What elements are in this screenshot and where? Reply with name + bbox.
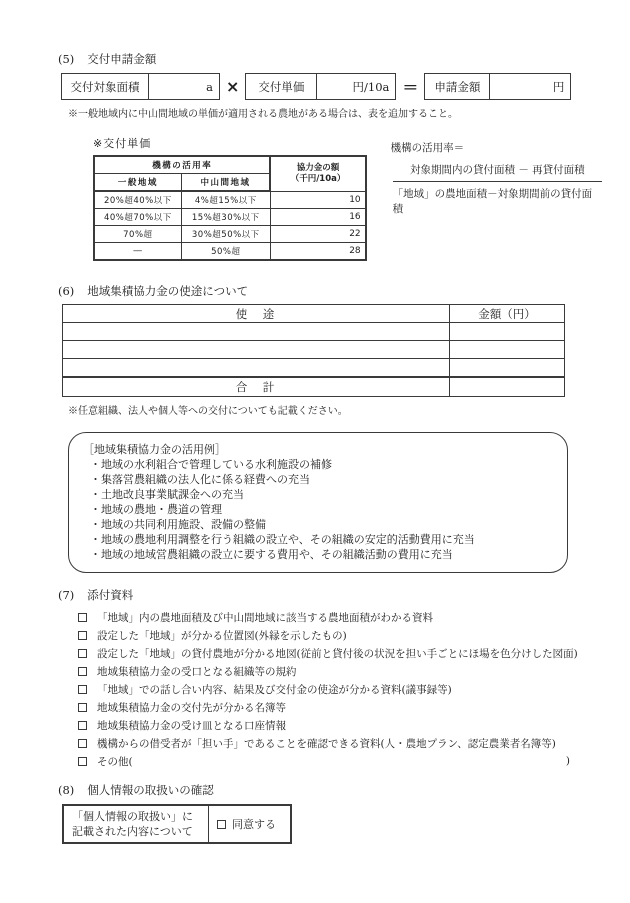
attachment-item-other [78, 752, 570, 770]
section6-title: 地域集積協力金の使途について [87, 284, 249, 298]
target-area-input-cell[interactable] [149, 74, 219, 99]
amount-input-cell[interactable] [450, 323, 565, 341]
section5-number: (5) [58, 52, 75, 66]
usage-total-row [63, 377, 565, 397]
section7-title: 添付資料 [87, 588, 134, 602]
example-item: ・ 集落営農組織の法人化に係る経費への充当 [90, 473, 310, 486]
section5-note: ※一般地域内に中山間地域の単価が適用される農地がある場合は、表を追加すること。 [68, 109, 458, 120]
unit-price-unit: 円/10a [352, 79, 390, 94]
attachment-item: 設定した「地域」が分かる位置図(外縁を示したもの) [78, 626, 602, 644]
attachment-checkbox[interactable] [78, 613, 87, 622]
section6-heading [58, 284, 602, 299]
attachment-item: 「地域」での話し合い内容、結果及び交付金の使途が分かる資料(議事録等) [78, 680, 602, 698]
total-label: 合 計 [63, 377, 450, 397]
agree-checkbox[interactable] [217, 820, 226, 829]
application-amount-input-cell[interactable] [490, 74, 570, 99]
unit-price-table [93, 155, 367, 261]
example-item: ・ 地域の共同利用施設、設備の整備 [90, 518, 266, 531]
unit-price-row: 40%超70%以下 15%超30%以下 16 [94, 209, 366, 226]
attachment-item: 地域集積協力金の受け皿となる口座情報 [78, 716, 602, 734]
attachment-checkbox[interactable] [78, 667, 87, 676]
privacy-statement-cell: 「個人情報の取扱い」に 記載された内容について [64, 806, 209, 842]
target-area-label: 交付対象面積 [62, 74, 149, 99]
multiply-operator: × [226, 77, 240, 96]
attachment-checkbox[interactable] [78, 757, 87, 766]
header-general-area: 一般地域 [94, 174, 181, 192]
other-label: その他( [97, 755, 133, 768]
usage-table [62, 304, 565, 397]
header-cooperation-amount: 協力金の額 （千円/10a） [270, 156, 365, 191]
header-utilization-rate: 機構の活用率 [94, 156, 270, 174]
unit-price-block [93, 135, 602, 261]
usage-header-row [63, 305, 565, 323]
section5-heading [58, 52, 602, 67]
attachment-checkbox[interactable] [78, 649, 87, 658]
section-privacy [58, 783, 602, 844]
equals-operator: ＝ [402, 78, 419, 97]
usage-col-header: 使 途 [63, 305, 450, 323]
section-grant-amount [58, 52, 602, 261]
formula-numerator: 対象期間内の貸付面積 － 再貸付面積 [409, 164, 585, 176]
example-item: ・ 地域の水利組合で管理している水利施設の補修 [90, 458, 332, 471]
attachment-checkbox[interactable] [78, 703, 87, 712]
usage-empty-row [63, 359, 565, 378]
grant-formula-row [61, 73, 602, 100]
section6-number: (6) [58, 284, 75, 298]
formula-denominator: 「地域」の農地面積－対象期間前の貸付面積 [393, 181, 602, 216]
utilization-rate-formula [391, 140, 602, 261]
example-item: ・ 土地改良事業賦課金への充当 [90, 488, 244, 501]
target-area-unit: a [206, 79, 213, 94]
usage-input-cell[interactable] [63, 359, 450, 378]
header-chusankan-area: 中山間地域 [181, 174, 270, 192]
usage-input-cell[interactable] [63, 341, 450, 359]
attachments-checklist [78, 608, 602, 770]
attachment-item: 地域集積協力金の交付先が分かる名簿等 [78, 698, 602, 716]
example-item: ・ 地域の地域営農組織の設立に要する費用や、その組織活動の費用に充当 [90, 548, 453, 561]
usage-input-cell[interactable] [63, 323, 450, 341]
unit-price-input-cell[interactable] [317, 74, 395, 99]
section-usage [58, 284, 602, 573]
total-amount-input-cell[interactable] [450, 377, 565, 397]
section8-title: 個人情報の取扱いの確認 [87, 783, 214, 797]
attachment-checkbox[interactable] [78, 685, 87, 694]
application-amount-label: 申請金額 [425, 74, 490, 99]
other-close-paren: ) [565, 755, 570, 767]
example-item: ・ 地域の農地利用調整を行う組織の設立や、その組織の安定的活動費用に充当 [90, 533, 475, 546]
amount-input-cell[interactable] [450, 341, 565, 359]
amount-col-header: 金額（円） [450, 305, 565, 323]
application-amount-unit: 円 [552, 79, 565, 94]
section5-title: 交付申請金額 [87, 52, 157, 66]
privacy-agree-cell [209, 806, 290, 842]
amount-input-cell[interactable] [450, 359, 565, 378]
formula-lead: 機構の活用率＝ [390, 142, 465, 154]
unit-price-row: 70%超 30%超50%以下 22 [94, 226, 366, 243]
target-area-box [61, 73, 220, 100]
section8-number: (8) [58, 783, 75, 797]
usage-examples-box [68, 432, 568, 573]
privacy-table [62, 804, 292, 844]
unit-price-table-title: ※交付単価 [93, 137, 152, 150]
usage-empty-row [63, 341, 565, 359]
section-attachments [58, 588, 602, 770]
attachment-item: 地域集積協力金の受口となる組織等の規約 [78, 662, 602, 680]
unit-price-label: 交付単価 [246, 74, 317, 99]
agree-label: 同意する [232, 818, 276, 831]
unit-price-box [245, 73, 396, 100]
attachment-checkbox[interactable] [78, 631, 87, 640]
attachment-item: 機構からの借受者が「担い手」であることを確認できる資料(人・農地プラン、認定農業者名簿等) [78, 734, 602, 752]
application-amount-box [424, 73, 571, 100]
usage-empty-row [63, 323, 565, 341]
example-item: ・ 地域の農地・農道の管理 [90, 503, 222, 516]
section6-note: ※任意組織、法人や個人等への交付についても記載ください。 [68, 406, 348, 417]
attachment-checkbox[interactable] [78, 721, 87, 730]
unit-price-row: 20%超40%以下 4%超15%以下 10 [94, 191, 366, 209]
section7-heading [58, 588, 602, 603]
examples-title: ［地域集積協力金の活用例］ [83, 443, 226, 456]
unit-price-table-block [93, 135, 367, 261]
attachment-checkbox[interactable] [78, 739, 87, 748]
section7-number: (7) [58, 588, 75, 602]
attachment-item: 「地域」内の農地面積及び中山間地域に該当する農地面積がわかる資料 [78, 608, 602, 626]
unit-price-row: ― 50%超 28 [94, 243, 366, 261]
section8-heading [58, 783, 602, 798]
formula-fraction [393, 162, 602, 216]
attachment-item: 設定した「地域」の貸付農地が分かる地図(従前と貸付後の状況を担い手ごとにほ場を色分けした図面) [78, 644, 602, 662]
